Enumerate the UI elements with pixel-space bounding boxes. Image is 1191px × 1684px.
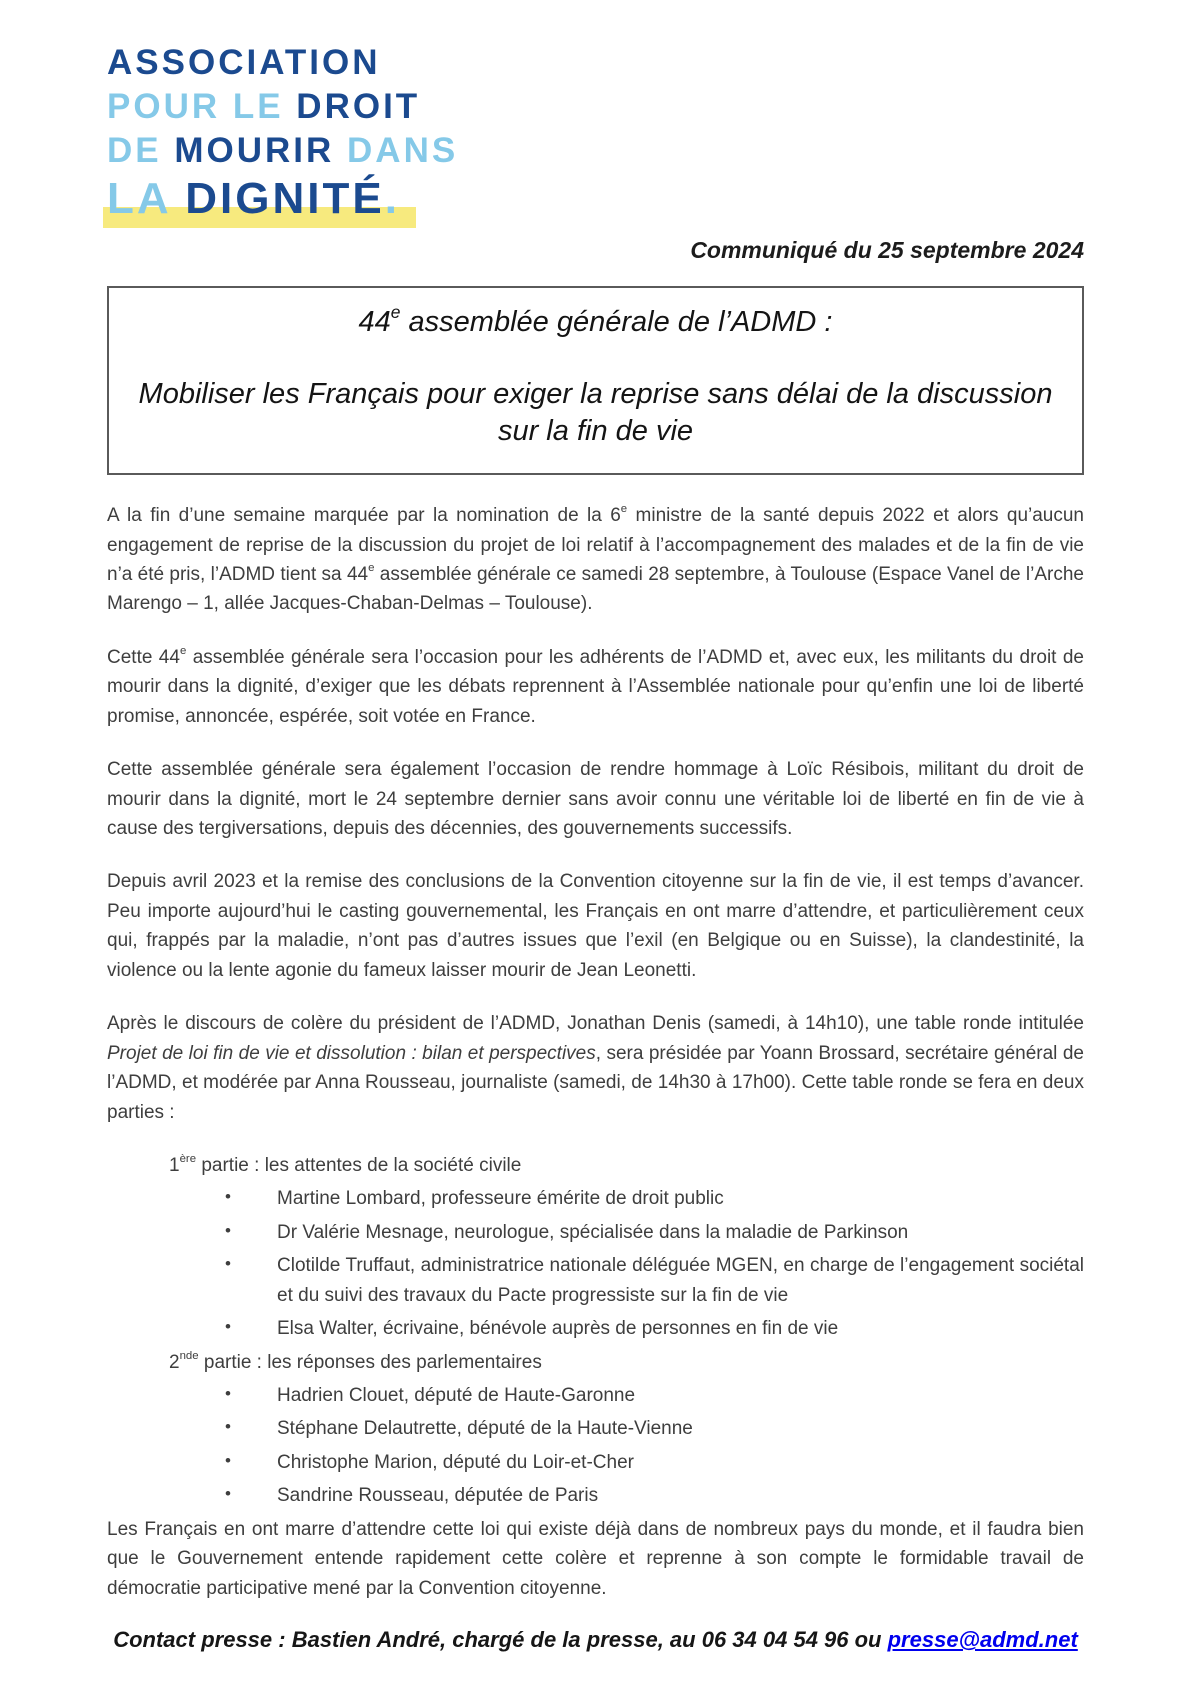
text-segment: Christophe Marion, député du Loir-et-Cher <box>277 1451 634 1473</box>
text-segment: DE <box>107 131 175 170</box>
bullet-icon: • <box>225 1187 231 1207</box>
bullet-item <box>225 1251 1084 1310</box>
superscript: e <box>390 301 401 322</box>
paragraph <box>107 1515 1084 1603</box>
logo-line-2 <box>107 89 458 124</box>
text-segment: Les Français en ont marre d’attendre cette loi qui existe déjà dans de nombreux pays du monde, et il faudra bien que le Gouvernement entende rapidement cette colère et reprenne à son compte le formidable travail de démocratie participative mené par la Convention citoyenne. <box>107 1518 1084 1599</box>
text-segment: Martine Lombard, professeure émérite de droit public <box>277 1188 724 1210</box>
text-segment: assemblée générale ce samedi 28 septembre, à Toulouse (Espace Vanel de l’Arche Marengo – 1, allée Jacques-Chaban-Delmas – Toulouse). <box>107 563 1084 615</box>
bullet-icon: • <box>225 1317 231 1337</box>
text-segment: DROIT <box>296 87 421 126</box>
text-segment: Sandrine Rousseau, députée de Paris <box>277 1485 599 1507</box>
text-segment: Projet de loi fin de vie et dissolution : bilan et perspectives <box>107 1042 596 1064</box>
bullet-icon: • <box>225 1384 231 1403</box>
paragraph <box>107 867 1084 985</box>
title-box <box>107 286 1084 475</box>
bullet-item <box>225 1448 1084 1477</box>
contact-line <box>107 1627 1084 1653</box>
text-segment: Cette assemblée générale sera également l’occasion de rendre hommage à Loïc Résibois, militant du droit de mourir dans la dignité, mort le 24 septembre dernier sans avoir connu une véritable loi de liberté en fin de vie à cause des tergiversations, depuis des décennies, des gouvernements successifs. <box>107 759 1084 839</box>
bullet-text <box>277 1218 1084 1247</box>
text-segment: A la fin d’une semaine marquée par la nomination de la 6 <box>107 505 621 527</box>
bullet-icon: • <box>225 1450 231 1470</box>
title-line-1 <box>133 301 1058 342</box>
text-segment: POUR LE <box>107 87 297 126</box>
bullet-text <box>277 1184 1084 1213</box>
text-segment: ASSOCIATION <box>107 43 381 82</box>
text-segment: DIGNITÉ <box>185 174 385 223</box>
bullet-text <box>277 1414 1084 1443</box>
text-segment: partie : les attentes de la société civile <box>196 1154 522 1176</box>
logo-line-4 <box>107 174 406 223</box>
bullet-icon: • <box>225 1484 231 1504</box>
text-segment: DANS <box>347 131 459 170</box>
page-header <box>107 45 1084 264</box>
text-segment: Après le discours de colère du président de l’ADMD, Jonathan Denis (samedi, à 14h10), une table ronde intitulée <box>107 1013 1084 1035</box>
bullet-text <box>277 1448 1084 1477</box>
bullet-text <box>277 1481 1084 1510</box>
text-segment: Contact presse : Bastien André, chargé de la presse, au 06 34 04 54 96 ou <box>113 1627 888 1653</box>
bullet-item <box>225 1184 1084 1213</box>
text-segment: 2 <box>169 1351 180 1373</box>
bullet-text <box>277 1314 1084 1343</box>
text-segment: Elsa Walter, écrivaine, bénévole auprès de personnes en fin de vie <box>277 1318 839 1340</box>
text-segment: Stéphane Delautrette, député de la Haute-Vienne <box>277 1418 693 1440</box>
paragraph <box>107 501 1084 619</box>
superscript: e <box>179 644 187 657</box>
text-segment: partie : les réponses des parlementaires <box>198 1351 542 1373</box>
title-spacer <box>133 342 1058 376</box>
bullet-icon: • <box>225 1254 231 1274</box>
superscript: e <box>368 561 375 574</box>
logo-line-1 <box>107 45 458 80</box>
text-segment: assemblée générale de l’ADMD : <box>400 306 833 338</box>
paragraph <box>107 755 1084 843</box>
paragraph <box>107 643 1084 731</box>
text-segment: 1 <box>169 1154 180 1176</box>
paragraph <box>107 1009 1084 1127</box>
text-segment: Depuis avril 2023 et la remise des conclusions de la Convention citoyenne sur la fin de vie, il est temps d’avancer. Peu importe aujourd’hui le casting gouvernemental, les Français en ont marre d’attendre, et particulièrement ceux qui, frappés par la maladie, n’ont pas d’autres issues que l’exil (en Belgique ou en Suisse), la clandestinité, la violence ou la lente agonie du fameux laisser mourir de Jean Leonetti. <box>107 871 1084 981</box>
date-line: Communiqué du 25 septembre 2024 <box>690 237 1084 263</box>
text-segment: Clotilde Truffaut, administratrice nationale déléguée MGEN, en charge de l’engagement sociétal et du suivi des travaux du Pacte progressiste sur la fin de vie <box>277 1255 1084 1306</box>
admd-logo <box>107 45 458 221</box>
logo-line-3 <box>107 133 458 168</box>
text-segment: , sera présidée par Yoann Brossard, secrétaire général de l’ADMD, et modérée par Anna Rousseau, journaliste (samedi, de 14h30 à 17h00). Cette table ronde se fera en deux parties : <box>107 1042 1084 1123</box>
text-segment: MOURIR <box>174 131 348 170</box>
bullet-item <box>225 1381 1084 1410</box>
bullet-text <box>277 1251 1084 1310</box>
bullet-icon: • <box>225 1220 231 1240</box>
list-part-header <box>169 1348 1084 1377</box>
text-segment: assemblée générale sera l’occasion pour les adhérents de l’ADMD et, avec eux, les militants du droit de mourir dans la dignité, d’exiger que les débats reprennent à l’Assemblée nationale pour qu’enfin une loi de liberté promise, annoncée, espérée, soit votée en France. <box>107 646 1084 727</box>
bullet-item <box>225 1414 1084 1443</box>
text-segment: 44 <box>358 306 391 338</box>
press-email-link[interactable]: presse@admd.net <box>887 1627 1078 1653</box>
bullet-item <box>225 1218 1084 1247</box>
document-body <box>107 501 1084 1603</box>
superscript: ère <box>179 1152 197 1165</box>
superscript: nde <box>179 1349 199 1362</box>
list-part-header <box>169 1151 1084 1180</box>
text-segment: . <box>384 174 400 223</box>
bullet-text <box>277 1381 1084 1410</box>
text-segment: Dr Valérie Mesnage, neurologue, spécialisée dans la maladie de Parkinson <box>277 1221 909 1243</box>
bullet-icon: • <box>225 1417 231 1437</box>
superscript: e <box>620 503 628 516</box>
title-line-2: Mobiliser les Français pour exiger la reprise sans délai de la discussion sur la fin de vie <box>138 377 1053 448</box>
text-segment: ministre de la santé depuis 2022 et alors qu’aucun engagement de reprise de la discussion du projet de loi relatif à l’accompagnement des malades et de la fin de vie n’a été pris, l’ADMD tient sa 44 <box>107 505 1085 585</box>
text-segment: Cette 44 <box>107 646 180 668</box>
bullet-item <box>225 1481 1084 1510</box>
text-segment: LA <box>107 174 186 223</box>
bullet-item <box>225 1314 1084 1343</box>
text-segment: Hadrien Clouet, député de Haute-Garonne <box>277 1385 636 1406</box>
